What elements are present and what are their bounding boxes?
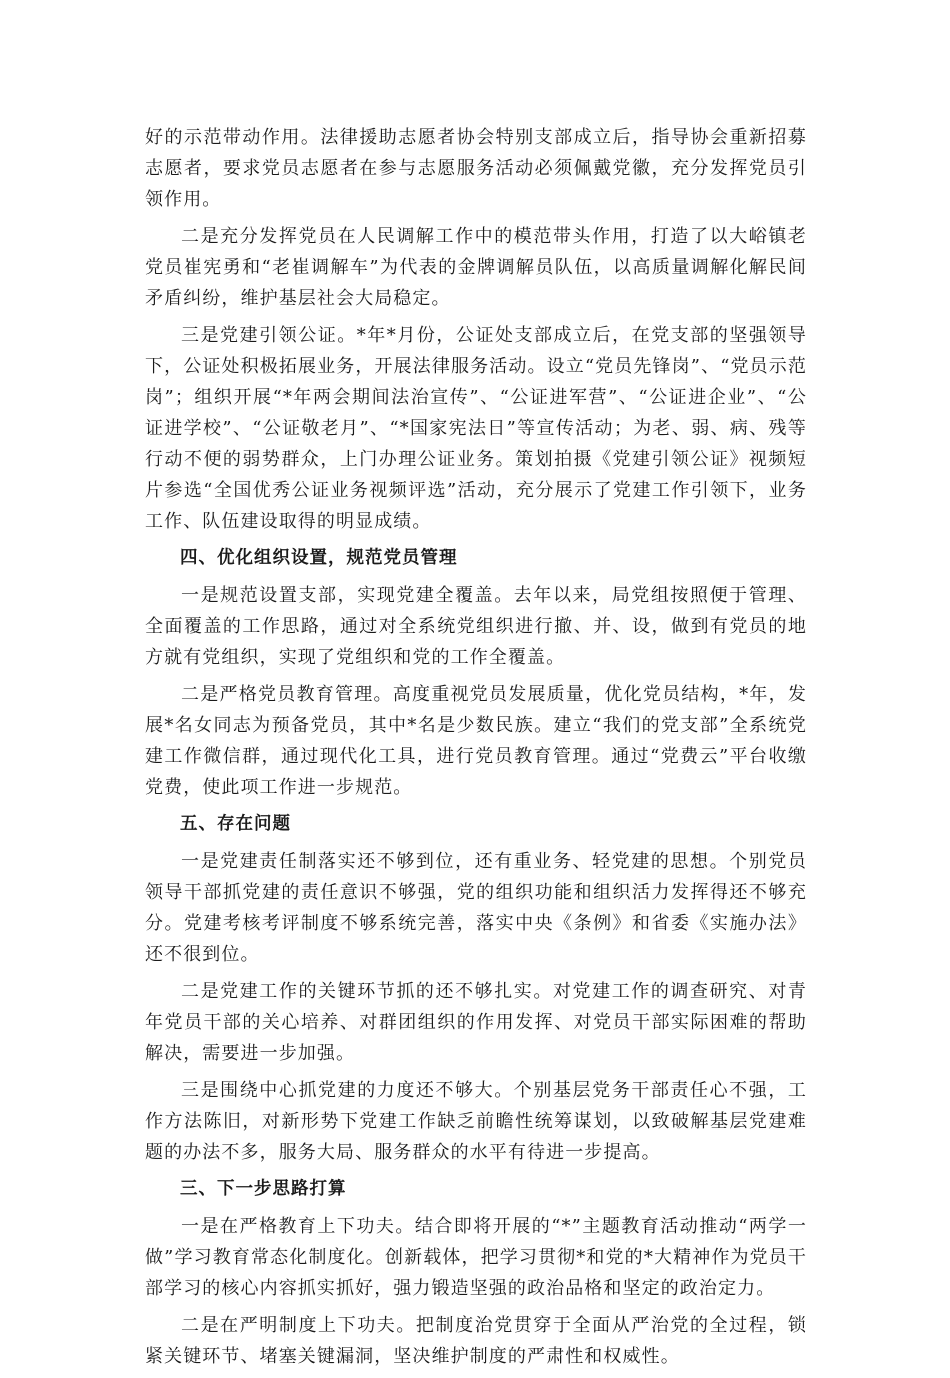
heading-next-steps: 三、下一步思路打算 [180,1179,347,1199]
paragraph-problem-responsibility: 一是党建责任制落实还不够到位，还有重业务、轻党建的思想。个别党员领导干部抓党建的责任意识不够强，党的组织功能和组织活力发挥得还不够充分。党建考核考评制度不够系统完善，落实中央《条例》和省委《实施办法》还不很到位。 [145,851,807,965]
paragraph-problem-center: 三是围绕中心抓党建的力度还不够大。个别基层党务干部责任心不强，工作方法陈旧，对新形势下党建工作缺乏前瞻性统筹谋划，以致破解基层党建难题的办法不多，服务大局、服务群众的水平有待进一步提高。 [145,1080,807,1163]
paragraph-problem-key-links: 二是党建工作的关键环节抓的还不够扎实。对党建工作的调查研究、对青年党员干部的关心培养、对群团组织的作用发挥、对党员干部实际困难的帮助解决，需要进一步加强。 [145,981,807,1064]
paragraph-member-education: 二是严格党员教育管理。高度重视党员发展质量，优化党员结构，*年，发展*名女同志为预备党员，其中*名是少数民族。建立“我们的党支部”全系统党建工作微信群，通过现代化工具，进行党员教育管理。通过“党费云”平台收缴党费，使此项工作进一步规范。 [145,684,807,798]
paragraph-strict-education: 一是在严格教育上下功夫。结合即将开展的“*”主题教育活动推动“两学一做”学习教育常态化制度化。创新载体，把学习贯彻*和党的*大精神作为党员干部学习的核心内容抓实抓好，强力锻造坚强的政治品格和坚定的政治定力。 [145,1216,807,1299]
paragraph-volunteer-association: 好的示范带动作用。法律援助志愿者协会特别支部成立后，指导协会重新招募志愿者，要求党员志愿者在参与志愿服务活动必须佩戴党徽，充分发挥党员引领作用。 [145,127,807,210]
paragraph-notary: 三是党建引领公证。*年*月份，公证处支部成立后，在党支部的坚强领导下，公证处积极拓展业务，开展法律服务活动。设立“党员先锋岗”、“党员示范岗”；组织开展“*年两会期间法治宣传”、“公证进军营”、“公证进企业”、“公证进学校”、“公证敬老月”、“*国家宪法日”等宣传活动；为老、弱、病、残等行动不便的弱势群众，上门办理公证业务。策划拍摄《党建引领公证》视频短片参选“全国优秀公证业务视频评选”活动，充分展示了党建工作引领下，业务工作、队伍建设取得的明显成绩。 [145,325,807,532]
heading-existing-problems: 五、存在问题 [180,814,291,834]
document-page [145,122,807,1378]
heading-optimize-organization: 四、优化组织设置，规范党员管理 [180,548,458,568]
paragraph-branch-setup: 一是规范设置支部，实现党建全覆盖。去年以来，局党组按照便于管理、全面覆盖的工作思路，通过对全系统党组织进行撤、并、设，做到有党员的地方就有党组织，实现了党组织和党的工作全覆盖。 [145,585,807,668]
paragraph-mediation: 二是充分发挥党员在人民调解工作中的模范带头作用，打造了以大峪镇老党员崔宪勇和“老崔调解车”为代表的金牌调解员队伍，以高质量调解化解民间矛盾纠纷，维护基层社会大局稳定。 [145,226,807,309]
paragraph-strict-system: 二是在严明制度上下功夫。把制度治党贯穿于全面从严治党的全过程，锁紧关键环节、堵塞关键漏洞，坚决维护制度的严肃性和权威性。 [145,1315,807,1367]
